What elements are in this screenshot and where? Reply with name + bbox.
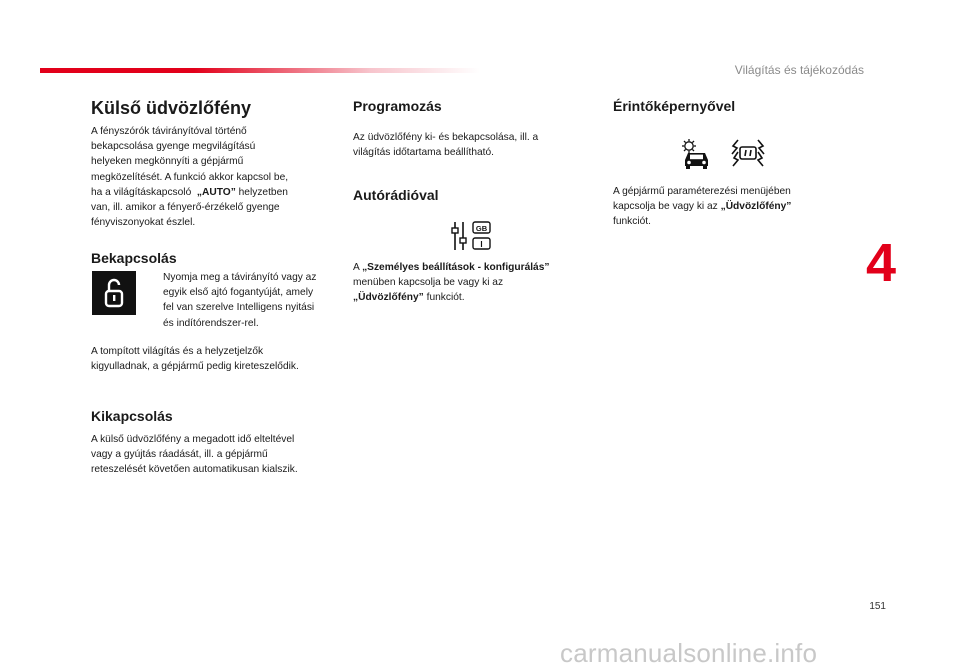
touchscreen-paragraph: A gépjármű paraméterezési menüjében kapcsolja be vagy ki az „Üdvözlőfény” funkciót. <box>613 186 792 228</box>
page-number: 151 <box>869 601 886 612</box>
radio-settings-icon <box>451 219 493 253</box>
switch-on-title: Bekapcsolás <box>91 250 177 266</box>
unlock-icon <box>92 271 136 315</box>
switch-on-bullet-text: Nyomja meg a távirányító vagy az egyik első ajtó fogantyúját, amely fel van szerelve Intelligens nyitási és indítórendszer-rel. <box>163 272 317 329</box>
chapter-title: Világítás és tájékozódás <box>734 63 864 77</box>
intro-paragraph: A fényszórók távirányítóval történő bekapcsolása gyenge megvilágítású helyeken megkönnyíti a gépjármű megközelítését. A funkció akkor kapcsol be, ha a világításkapcsoló „AUTO” helyzetben van, ill. amikor a fényerő-érzékelő gyenge fényviszonyokat észlel. <box>91 126 289 229</box>
switch-off-title: Kikapcsolás <box>91 408 173 424</box>
header-accent-bar <box>40 68 480 73</box>
watermark: carmanualsonline.info <box>560 638 818 666</box>
section-title: Külső üdvözlőfény <box>91 98 252 118</box>
welcome-light-icon <box>731 138 765 168</box>
gb-label: GB <box>475 223 488 233</box>
chapter-number: 4 <box>866 233 897 293</box>
auto-position-label: „AUTO” <box>196 186 236 198</box>
radio-title: Autórádióval <box>353 187 439 203</box>
radio-paragraph: A „Személyes beállítások - konfigurálás” menüben kapcsolja be vagy ki az „Üdvözlőfény” funkciót. <box>353 262 550 304</box>
programming-title: Programozás <box>353 98 442 114</box>
vehicle-settings-icon <box>679 138 713 170</box>
switch-on-note: A tompított világítás és a helyzetjelzők kigyulladnak, a gépjármű pedig kireteszelődik. <box>91 346 299 373</box>
touchscreen-title: Érintőképernyővel <box>613 98 736 114</box>
i-label: I <box>480 239 483 249</box>
programming-paragraph: Az üdvözlőfény ki- és bekapcsolása, ill. a világítás időtartama beállítható. <box>353 132 539 159</box>
switch-off-paragraph: A külső üdvözlőfény a megadott idő elteltével vagy a gyújtás ráadását, ill. a gépjármű reteszelését követően automatikusan kialszik. <box>91 434 298 476</box>
